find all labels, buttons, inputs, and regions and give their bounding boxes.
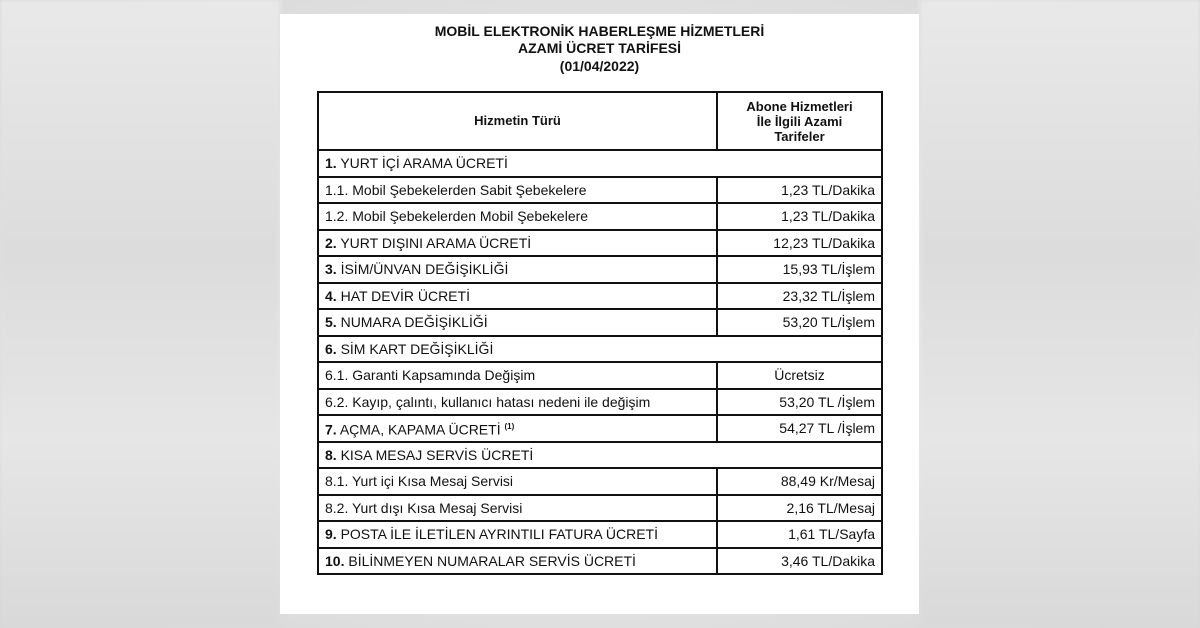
row-label: 8.1. Yurt içi Kısa Mesaj Servisi (318, 468, 717, 495)
table-row (318, 495, 882, 522)
table-row (318, 389, 882, 416)
row-label: 4. HAT DEVİR ÜCRETİ (318, 283, 717, 310)
document-subtitle: AZAMİ ÜCRET TARİFESİ (517, 40, 682, 56)
table-header-row (318, 92, 882, 150)
row-value: 15,93 TL/İşlem (717, 256, 882, 283)
row-label: 3. İSİM/ÜNVAN DEĞİŞİKLİĞİ (318, 256, 717, 283)
row-value: 1,61 TL/Sayfa (717, 521, 882, 548)
row-value: 88,49 Kr/Mesaj (717, 468, 882, 495)
row-value: 2,16 TL/Mesaj (717, 495, 882, 522)
row-label: 1.2. Mobil Şebekelerden Mobil Şebekelere (318, 203, 717, 230)
row-label: 1. YURT İÇİ ARAMA ÜCRETİ (318, 150, 882, 177)
document-page (280, 14, 919, 614)
row-label: 8. KISA MESAJ SERVİS ÜCRETİ (318, 442, 882, 469)
header-service-type: Hizmetin Türü (318, 92, 717, 150)
table-row (318, 548, 882, 575)
row-value: 3,46 TL/Dakika (717, 548, 882, 575)
header-tariff (717, 92, 882, 150)
table-row (318, 177, 882, 204)
table-row (318, 468, 882, 495)
table-row (318, 362, 882, 389)
table-row (318, 415, 882, 442)
table-row (318, 336, 882, 363)
footnote-marker: (1) (504, 421, 515, 431)
table-row (318, 521, 882, 548)
row-label: 6. SİM KART DEĞİŞİKLİĞİ (318, 336, 882, 363)
row-value: 1,23 TL/Dakika (717, 203, 882, 230)
row-label: 10. BİLİNMEYEN NUMARALAR SERVİS ÜCRETİ (318, 548, 717, 575)
document-title: MOBİL ELEKTRONİK HABERLEŞME HİZMETLERİ (434, 23, 765, 39)
document-date: (01/04/2022) (559, 58, 640, 74)
row-label: 1.1. Mobil Şebekelerden Sabit Şebekelere (318, 177, 717, 204)
background-blur-left (0, 0, 280, 628)
table-row (318, 442, 882, 469)
header-tariff-line3: Tarifeler (774, 128, 825, 144)
table-row (318, 309, 882, 336)
row-value: 12,23 TL/Dakika (717, 230, 882, 257)
row-label: 8.2. Yurt dışı Kısa Mesaj Servisi (318, 495, 717, 522)
row-value: 23,32 TL/İşlem (717, 283, 882, 310)
row-value: 54,27 TL /İşlem (717, 415, 882, 442)
row-value: 53,20 TL /İşlem (717, 389, 882, 416)
tariff-table (317, 91, 883, 575)
header-tariff-line2: İle İlgili Azami (756, 113, 843, 129)
table-row (318, 283, 882, 310)
row-value: 1,23 TL/Dakika (717, 177, 882, 204)
background-blur-right (920, 0, 1200, 628)
table-row (318, 230, 882, 257)
row-value: Ücretsiz (717, 362, 882, 389)
table-row (318, 150, 882, 177)
row-label: 6.1. Garanti Kapsamında Değişim (318, 362, 717, 389)
row-label: 6.2. Kayıp, çalıntı, kullanıcı hatası nedeni ile değişim (318, 389, 717, 416)
header-tariff-line1: Abone Hizmetleri (746, 98, 853, 114)
row-value: 53,20 TL/İşlem (717, 309, 882, 336)
row-label: 9. POSTA İLE İLETİLEN AYRINTILI FATURA ÜCRETİ (318, 521, 717, 548)
row-label: 5. NUMARA DEĞİŞİKLİĞİ (318, 309, 717, 336)
table-row (318, 256, 882, 283)
row-label: 2. YURT DIŞINI ARAMA ÜCRETİ (318, 230, 717, 257)
table-row (318, 203, 882, 230)
row-label: 7. AÇMA, KAPAMA ÜCRETİ $^{(1)}$ (318, 415, 717, 442)
